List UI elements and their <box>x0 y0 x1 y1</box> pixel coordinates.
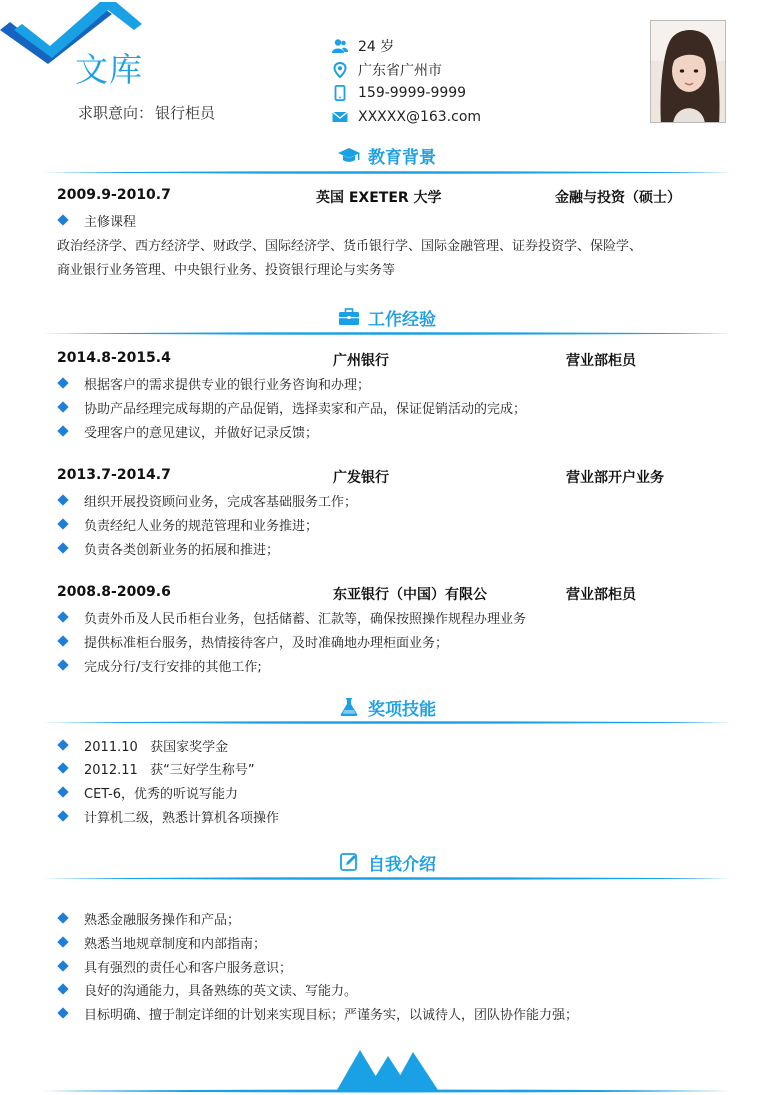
person-icon <box>332 38 348 54</box>
candidate-name: 文库 <box>75 50 143 89</box>
job-intent <box>76 102 215 123</box>
job-duty <box>57 373 370 393</box>
bullet-diamond-icon <box>57 960 68 971</box>
job-duty <box>57 607 526 627</box>
bullet-diamond-icon <box>57 1007 68 1018</box>
job-duty-text: 组织开展投资顾问业务，完成客基础服务工作； <box>84 494 358 510</box>
award-text: CET-6，优秀的听说写能力 <box>84 786 239 802</box>
award-item <box>57 735 228 755</box>
job-duty-text: 负责外币及人民币柜台业务，包括储蓄、汇款等，确保按照操作规程办理业务 <box>84 611 527 627</box>
phone-text: 159-9999-9999 <box>358 85 467 101</box>
email-text: XXXXX@163.com <box>358 109 482 125</box>
self-intro-text: 良好的沟通能力，具备熟练的英文读、写能力。 <box>84 983 358 999</box>
profile-photo <box>650 20 726 123</box>
award-text: 计算机二级，熟悉计算机各项操作 <box>84 810 280 826</box>
self-intro-item <box>57 1003 578 1023</box>
self-intro-item <box>57 908 240 928</box>
job-duty <box>57 538 279 558</box>
experience-title: 工作经验 <box>368 309 436 330</box>
job-period: 2008.8-2009.6 <box>57 584 171 600</box>
bullet-diamond-icon <box>57 635 68 646</box>
bullet-diamond-icon <box>57 786 68 797</box>
job-company: 东亚银行（中国）有限公 <box>333 587 487 603</box>
contact-age <box>332 36 394 56</box>
bullet-diamond-icon <box>57 401 68 412</box>
bullet-diamond-icon <box>57 214 68 225</box>
age-text: 24 岁 <box>358 39 395 55</box>
job-period: 2014.8-2015.4 <box>57 350 171 366</box>
section-divider <box>42 721 732 724</box>
bullet-diamond-icon <box>57 518 68 529</box>
pin-icon <box>332 62 348 78</box>
self-intro-text: 具有强烈的责任心和客户服务意识； <box>84 960 293 976</box>
job-position: 营业部开户业务 <box>566 470 664 486</box>
job-position: 营业部柜员 <box>566 587 636 603</box>
awards-section-title <box>0 694 774 720</box>
bullet-diamond-icon <box>57 762 68 773</box>
location-text: 广东省广州市 <box>358 63 442 79</box>
bullet-diamond-icon <box>57 542 68 553</box>
self-intro-section-title <box>0 849 774 875</box>
job-company: 广发银行 <box>333 470 389 486</box>
flask-icon <box>338 697 360 717</box>
job-position: 营业部柜员 <box>566 353 636 369</box>
mail-icon <box>332 109 348 125</box>
education-school: 英国 EXETER 大学 <box>316 190 442 206</box>
job-duty <box>57 421 318 441</box>
bullet-diamond-icon <box>57 983 68 994</box>
mountain-decoration <box>42 1044 732 1095</box>
bullet-diamond-icon <box>57 425 68 436</box>
education-title: 教育背景 <box>368 147 436 168</box>
job-company: 广州银行 <box>333 353 389 369</box>
bullet-diamond-icon <box>57 912 68 923</box>
job-duty <box>57 655 262 675</box>
edit-icon <box>338 852 360 872</box>
graduation-cap-icon <box>338 145 360 165</box>
job-duty-text: 负责各类创新业务的拓展和推进； <box>84 542 280 558</box>
job-duty <box>57 631 448 651</box>
self-intro-item <box>57 956 292 976</box>
job-duty-text: 提供标准柜台服务，热情接待客户，及时准确地办理柜面业务； <box>84 635 449 651</box>
self-intro-text: 目标明确、擅于制定详细的计划来实现目标；严谨务实，以诚待人，团队协作能力强； <box>84 1007 579 1023</box>
job-period: 2013.7-2014.7 <box>57 467 171 483</box>
bullet-diamond-icon <box>57 611 68 622</box>
job-intent-value: 银行柜员 <box>155 104 216 122</box>
award-text: 2012.11 获“三好学生称号” <box>84 762 255 778</box>
award-item <box>57 758 255 778</box>
education-degree: 金融与投资（硕士） <box>555 190 681 206</box>
briefcase-icon <box>338 307 360 327</box>
bullet-diamond-icon <box>57 739 68 750</box>
contact-location <box>332 60 442 80</box>
job-duty-text: 受理客户的意见建议，并做好记录反馈； <box>84 425 319 441</box>
courses-line-1: 政治经济学、西方经济学、财政学、国际经济学、货币银行学、国际金融管理、证券投资学、保险学、 <box>57 239 643 254</box>
experience-section-title <box>0 304 774 330</box>
job-duty-text: 根据客户的需求提供专业的银行业务咨询和办理； <box>84 377 371 393</box>
job-duty <box>57 490 357 510</box>
education-section-title <box>0 142 774 168</box>
job-duty-text: 负责经纪人业务的规范管理和业务推进； <box>84 518 319 534</box>
job-duty <box>57 514 318 534</box>
course-label: 主修课程 <box>84 214 137 230</box>
section-divider <box>42 877 732 880</box>
section-divider <box>42 332 732 335</box>
bullet-diamond-icon <box>57 377 68 388</box>
bullet-diamond-icon <box>57 494 68 505</box>
award-item <box>57 782 238 802</box>
courses-line-2: 商业银行业务管理、中央银行业务、投资银行理论与实务等 <box>57 263 396 278</box>
contact-phone <box>332 83 466 103</box>
self-intro-text: 熟悉金融服务操作和产品； <box>84 912 241 928</box>
job-duty <box>57 397 526 417</box>
contact-email <box>332 107 481 127</box>
bullet-diamond-icon <box>57 810 68 821</box>
phone-icon <box>332 85 348 101</box>
bullet-diamond-icon <box>57 936 68 947</box>
course-label-item <box>57 210 136 230</box>
job-duty-text: 完成分行/支行安排的其他工作; <box>84 659 262 675</box>
education-period: 2009.9-2010.7 <box>57 187 171 203</box>
job-duty-text: 协助产品经理完成每期的产品促销，选择卖家和产品，保证促销活动的完成； <box>84 401 527 417</box>
self-intro-title: 自我介绍 <box>368 854 436 875</box>
bullet-diamond-icon <box>57 659 68 670</box>
self-intro-item <box>57 979 357 999</box>
award-text: 2011.10 获国家奖学金 <box>84 739 229 755</box>
award-item <box>57 806 279 826</box>
self-intro-item <box>57 932 266 952</box>
awards-title: 奖项技能 <box>368 699 436 720</box>
section-divider <box>42 171 732 174</box>
self-intro-text: 熟悉当地规章制度和内部指南； <box>84 936 267 952</box>
job-intent-label: 求职意向： <box>78 104 154 122</box>
